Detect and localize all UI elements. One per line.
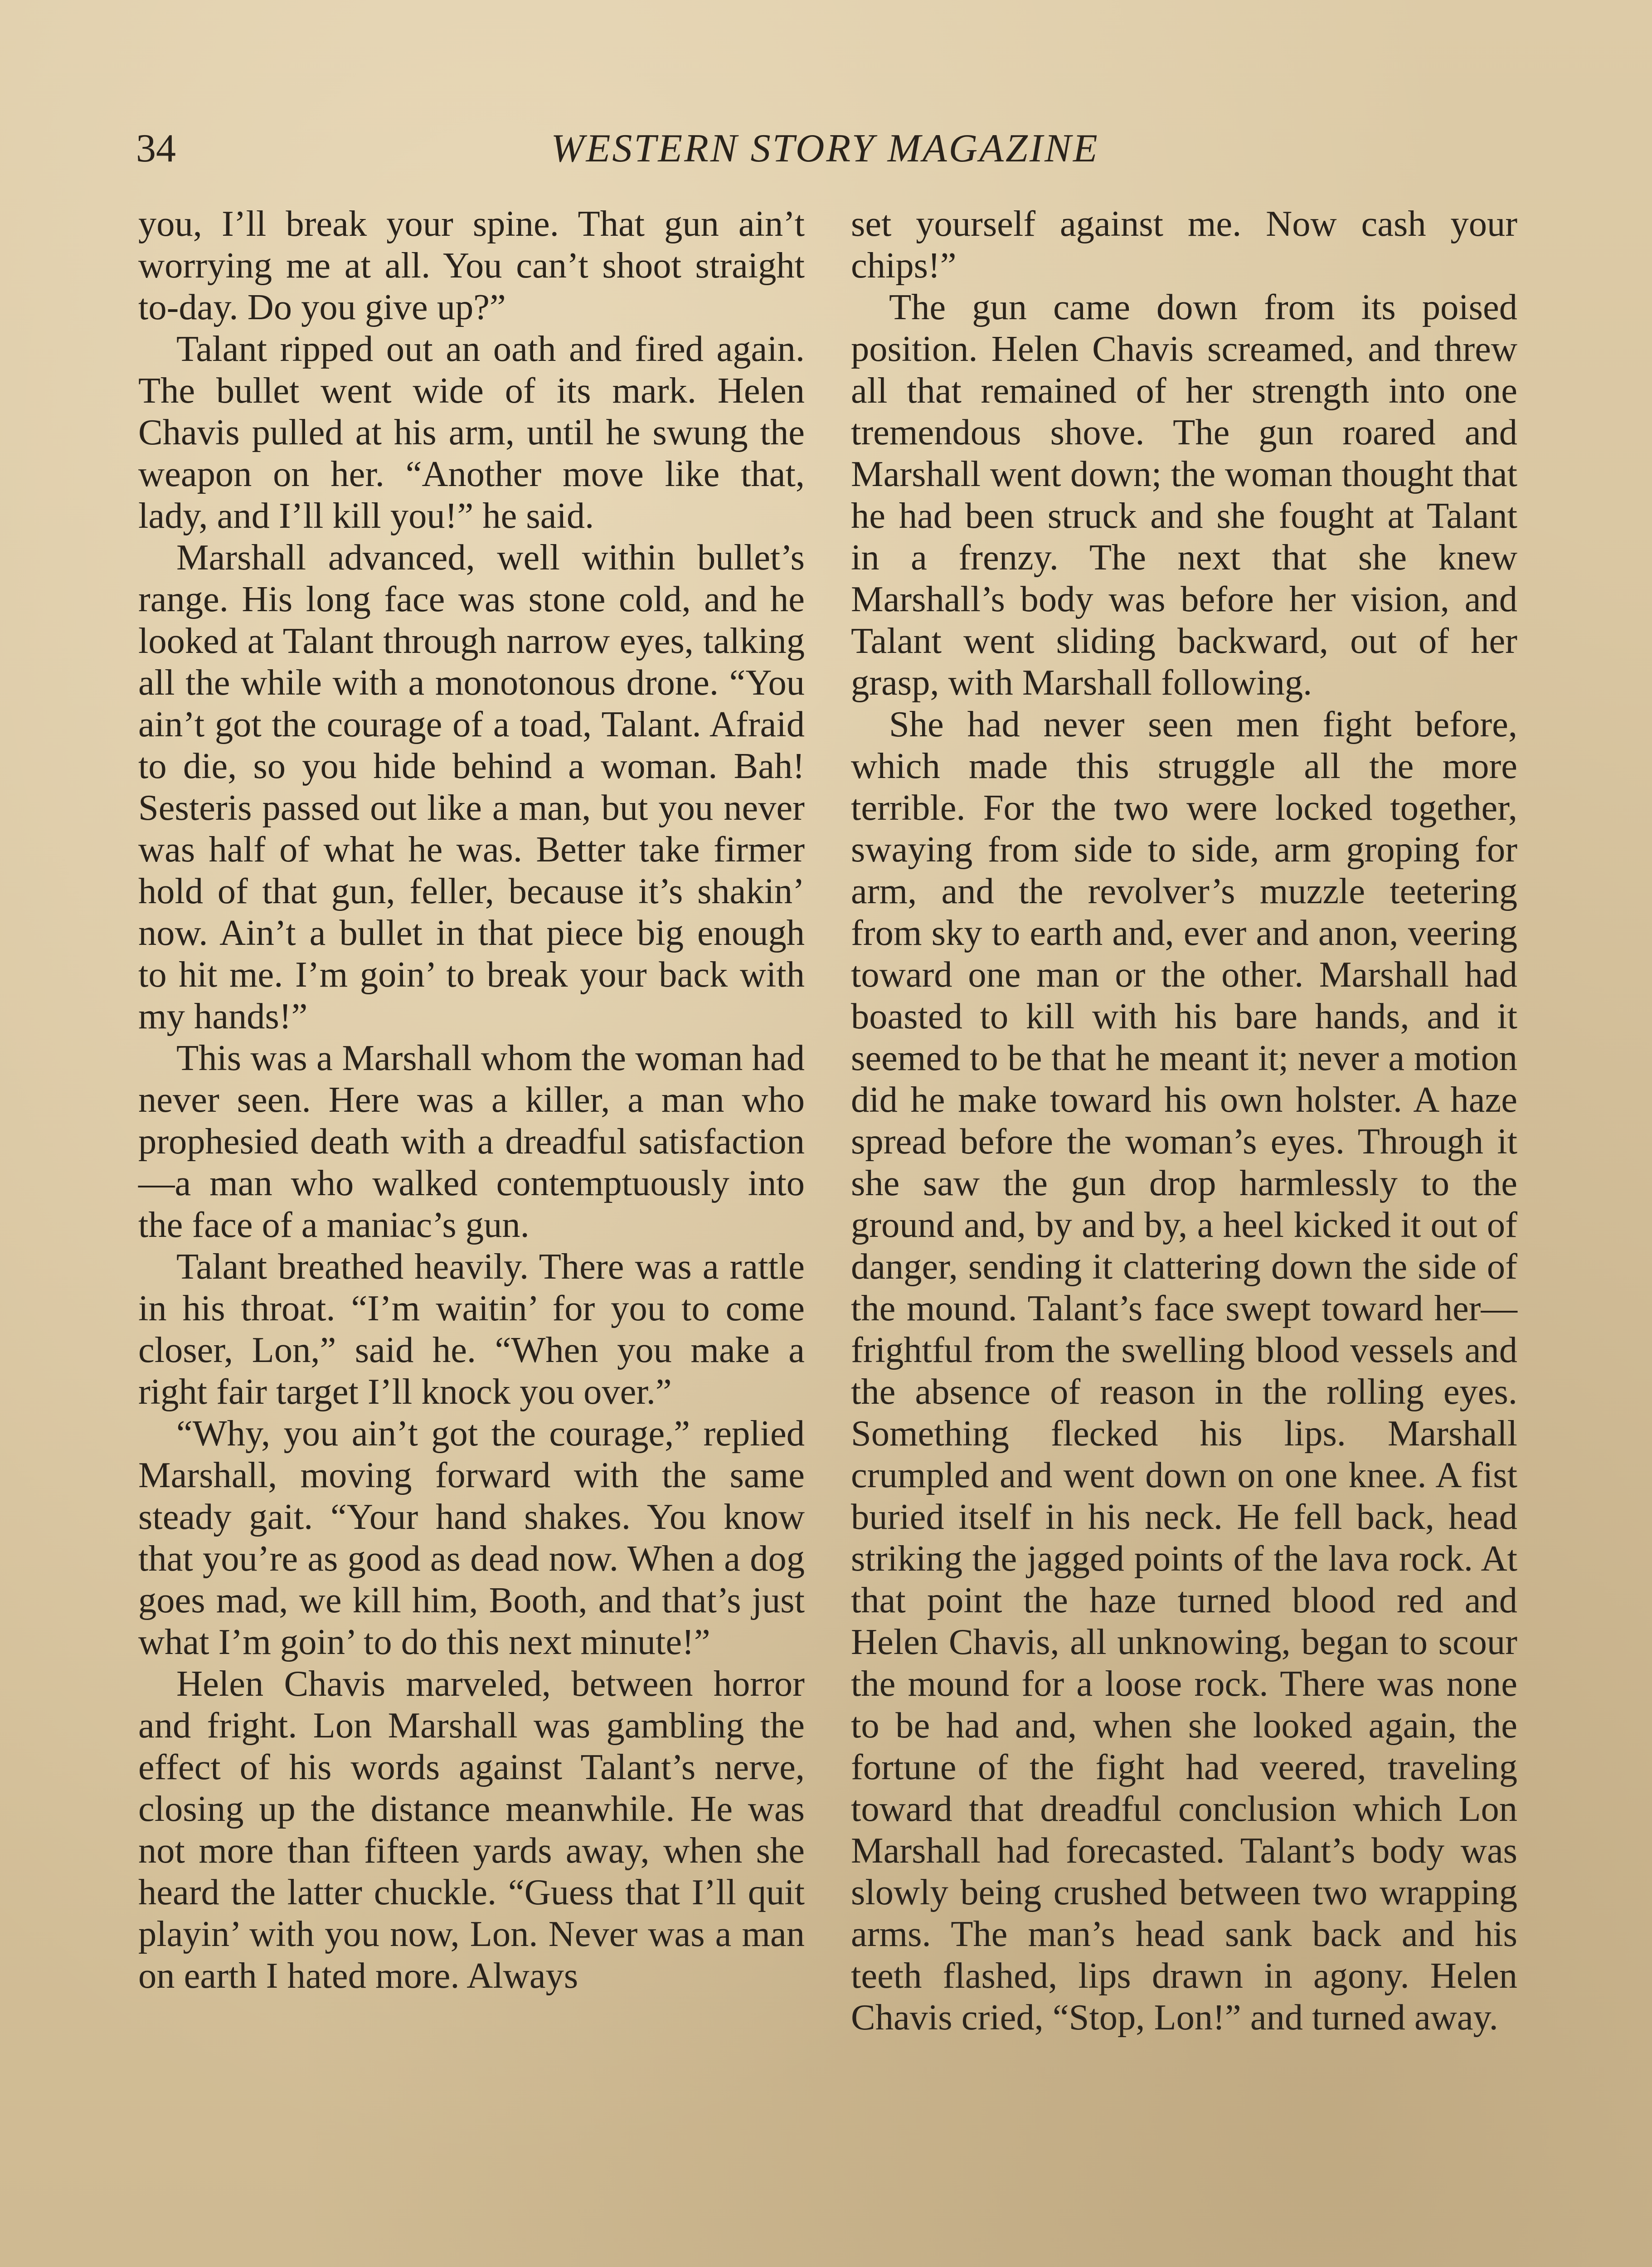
paragraph: Talant breathed heavily. There was a rattle in his throat. “I’m waitin’ for you to come closer, Lon,” said he. “When you make a right fair target I’ll knock you over.”: [138, 1246, 805, 1412]
right-text-column: [851, 203, 1517, 2038]
paragraph: set yourself against me. Now cash your chips!”: [851, 204, 1517, 286]
paragraph: The gun came down from its poised position. Helen Chavis screamed, and threw all that remained of her strength into one tremendous shove. The gun roared and Marshall went down; the woman thought that he had been struck and she fought at Talant in a frenzy. The next that she knew Marshall’s body was before her vision, and Talant went sliding backward, out of her grasp, with Marshall following.: [851, 287, 1517, 703]
page-header: [136, 122, 1514, 176]
running-title: WESTERN STORY MAGAZINE: [551, 126, 1099, 170]
paragraph: you, I’ll break your spine. That gun ain’t worrying me at all. You can’t shoot straight to-day. Do you give up?”: [138, 204, 805, 327]
paragraph: Marshall advanced, well within bullet’s range. His long face was stone cold, and he looked at Talant through narrow eyes, talking all the while with a monotonous drone. “You ain’t got the courage of a toad, Talant. Afraid to die, so you hide behind a woman. Bah! Sesteris passed out like a man, but you never was half of what he was. Better take firmer hold of that gun, feller, because it’s shakin’ now. Ain’t a bullet in that piece big enough to hit me. I’m goin’ to break your back with my hands!”: [138, 537, 805, 1036]
paragraph: “Why, you ain’t got the courage,” replied Marshall, moving forward with the same steady gait. “Your hand shakes. You know that you’re as good as dead now. When a dog goes mad, we kill him, Booth, and that’s just what I’m goin’ to do this next minute!”: [138, 1413, 805, 1662]
paragraph: She had never seen men fight before, which made this struggle all the more terrible. For the two were locked together, swaying from side to side, arm groping for arm, and the revolver’s muzzle teetering from sky to earth and, ever and anon, veering toward one man or the other. Marshall had boasted to kill with his bare hands, and it seemed to be that he meant it; never a motion did he make toward his own holster. A haze spread before the woman’s eyes. Through it she saw the gun drop harmlessly to the ground and, by and by, a heel kicked it out of danger, sending it clattering down the side of the mound. Talant’s face swept toward her—frightful from the swelling blood vessels and the absence of reason in the rolling eyes. Something flecked his lips. Marshall crumpled and went down on one knee. A fist buried itself in his neck. He fell back, head striking the jagged points of the lava rock. At that point the haze turned blood red and Helen Chavis, all unknowing, began to scour the mound for a loose rock. There was none to be had and, when she looked again, the fortune of the fight had veered, traveling toward that dreadful conclusion which Lon Marshall had forecasted. Talant’s body was slowly being crushed between two wrapping arms. The man’s head sank back and his teeth flashed, lips drawn in agony. Helen Chavis cried, “Stop, Lon!” and turned away.: [851, 704, 1517, 2038]
page-number: 34: [136, 126, 176, 170]
paragraph: This was a Marshall whom the woman had never seen. Here was a killer, a man who prophesied death with a dreadful satisfaction—a man who walked contemptuously into the face of a maniac’s gun.: [138, 1038, 805, 1245]
paragraph: Talant ripped out an oath and fired again. The bullet went wide of its mark. Helen Chavis pulled at his arm, until he swung the weapon on her. “Another move like that, lady, and I’ll kill you!” he said.: [138, 329, 805, 536]
paragraph: Helen Chavis marveled, between horror and fright. Lon Marshall was gambling the effect of his words against Talant’s nerve, closing up the distance meanwhile. He was not more than fifteen yards away, when she heard the latter chuckle. “Guess that I’ll quit playin’ with you now, Lon. Never was a man on earth I hated more. Always: [138, 1664, 805, 1996]
left-text-column: [138, 203, 805, 1997]
